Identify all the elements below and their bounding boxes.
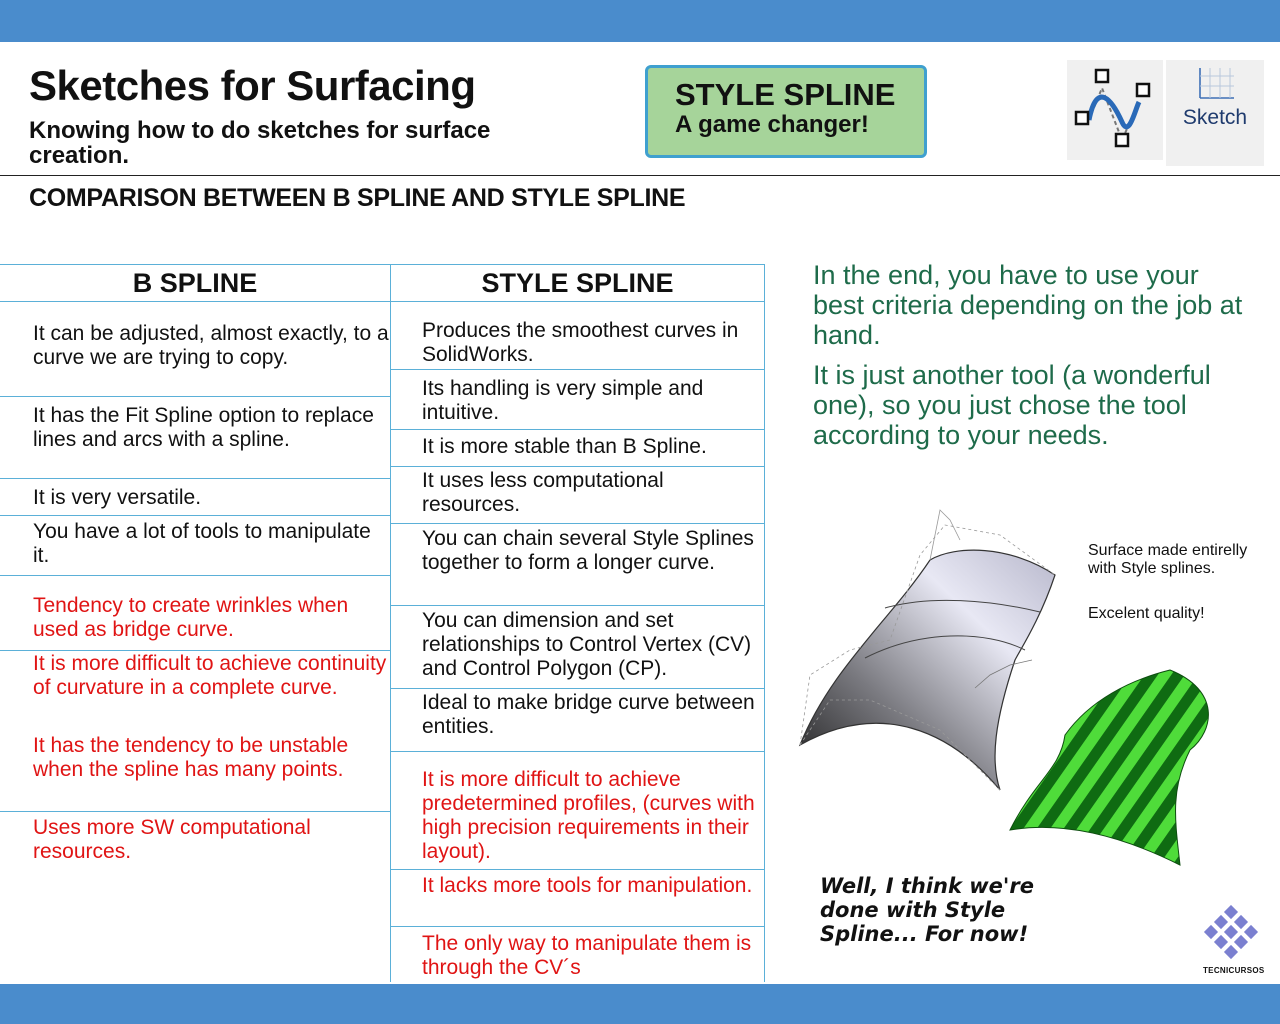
row-divider (391, 605, 764, 606)
tecnicursos-logo-icon (1200, 905, 1264, 965)
sketch-button[interactable] (1166, 60, 1264, 166)
row-divider (0, 811, 390, 812)
closing-remark: Well, I think we're done with Style Spline... For now! (820, 874, 1034, 946)
section-title: COMPARISON BETWEEN B SPLINE AND STYLE SPLINE (29, 184, 686, 212)
row-divider (391, 688, 764, 689)
b-spline-column (0, 264, 390, 863)
style-spline-pro: Produces the smoothest curves in SolidWorks. (422, 319, 739, 366)
row-divider (0, 478, 390, 479)
b-spline-con: Uses more SW computational resources. (33, 816, 311, 863)
conclusion-paragraph-2: It is just another tool (a wonderful one), so you just chose the tool according to your needs. (813, 360, 1211, 450)
style-spline-column (390, 264, 765, 982)
top-banner (0, 0, 1280, 42)
style-spline-con: The only way to manipulate them is through the CV´s (422, 932, 752, 979)
callout-title: STYLE SPLINE (675, 77, 896, 112)
sketch-grid-icon (1166, 60, 1264, 106)
b-spline-con: It is more difficult to achieve continuity of curvature in a complete curve. (33, 652, 387, 699)
sketch-button-label: Sketch (1182, 106, 1248, 129)
style-spline-pro: Ideal to make bridge curve between entities. (422, 691, 755, 738)
row-divider (391, 523, 764, 524)
surface-note: Surface made entirelly with Style splines. (1088, 542, 1248, 577)
b-spline-pro: It has the Fit Spline option to replace lines and arcs with a spline. (33, 404, 374, 451)
callout-tagline: A game changer! (675, 111, 869, 138)
b-spline-pro: You have a lot of tools to manipulate it. (33, 520, 371, 567)
style-spline-callout (645, 65, 927, 158)
b-spline-con: It has the tendency to be unstable when the spline has many points. (33, 734, 349, 781)
row-divider (0, 396, 390, 397)
row-divider (0, 515, 390, 516)
row-divider (391, 869, 764, 870)
style-spline-con: It lacks more tools for manipulation. (422, 874, 753, 897)
spline-tool-icon[interactable] (1067, 60, 1163, 160)
b-spline-pro: It can be adjusted, almost exactly, to a curve we are trying to copy. (33, 322, 389, 369)
b-spline-con: Tendency to create wrinkles when used as bridge curve. (33, 594, 349, 641)
quality-note: Excelent quality! (1088, 605, 1205, 622)
b-spline-header: B SPLINE (0, 264, 390, 302)
row-divider (391, 466, 764, 467)
style-spline-header: STYLE SPLINE (391, 264, 764, 302)
style-spline-pro: It uses less computational resources. (422, 469, 664, 516)
row-divider (0, 650, 390, 651)
b-spline-pro: It is very versatile. (33, 486, 202, 509)
row-divider (391, 751, 764, 752)
style-spline-pro: You can dimension and set relationships to Control Vertex (CV) and Control Polygon (CP). (422, 609, 752, 680)
style-spline-pro: Its handling is very simple and intuitive. (422, 377, 704, 424)
bottom-banner (0, 984, 1280, 1024)
logo-text: TECNICURSOS (1203, 966, 1265, 975)
header-divider (0, 175, 1280, 176)
conclusion-paragraph-1: In the end, you have to use your best criteria depending on the job at hand. (813, 260, 1243, 350)
row-divider (391, 429, 764, 430)
page-title: Sketches for Surfacing (29, 62, 476, 109)
style-spline-pro: It is more stable than B Spline. (422, 435, 707, 458)
row-divider (391, 926, 764, 927)
row-divider (0, 575, 390, 576)
page-subtitle: Knowing how to do sketches for surface creation. (29, 117, 491, 169)
style-spline-con: It is more difficult to achieve predetermined profiles, (curves with high precision requirements in their layout). (422, 768, 755, 863)
style-spline-pro: You can chain several Style Splines together to form a longer curve. (422, 527, 754, 574)
row-divider (391, 369, 764, 370)
